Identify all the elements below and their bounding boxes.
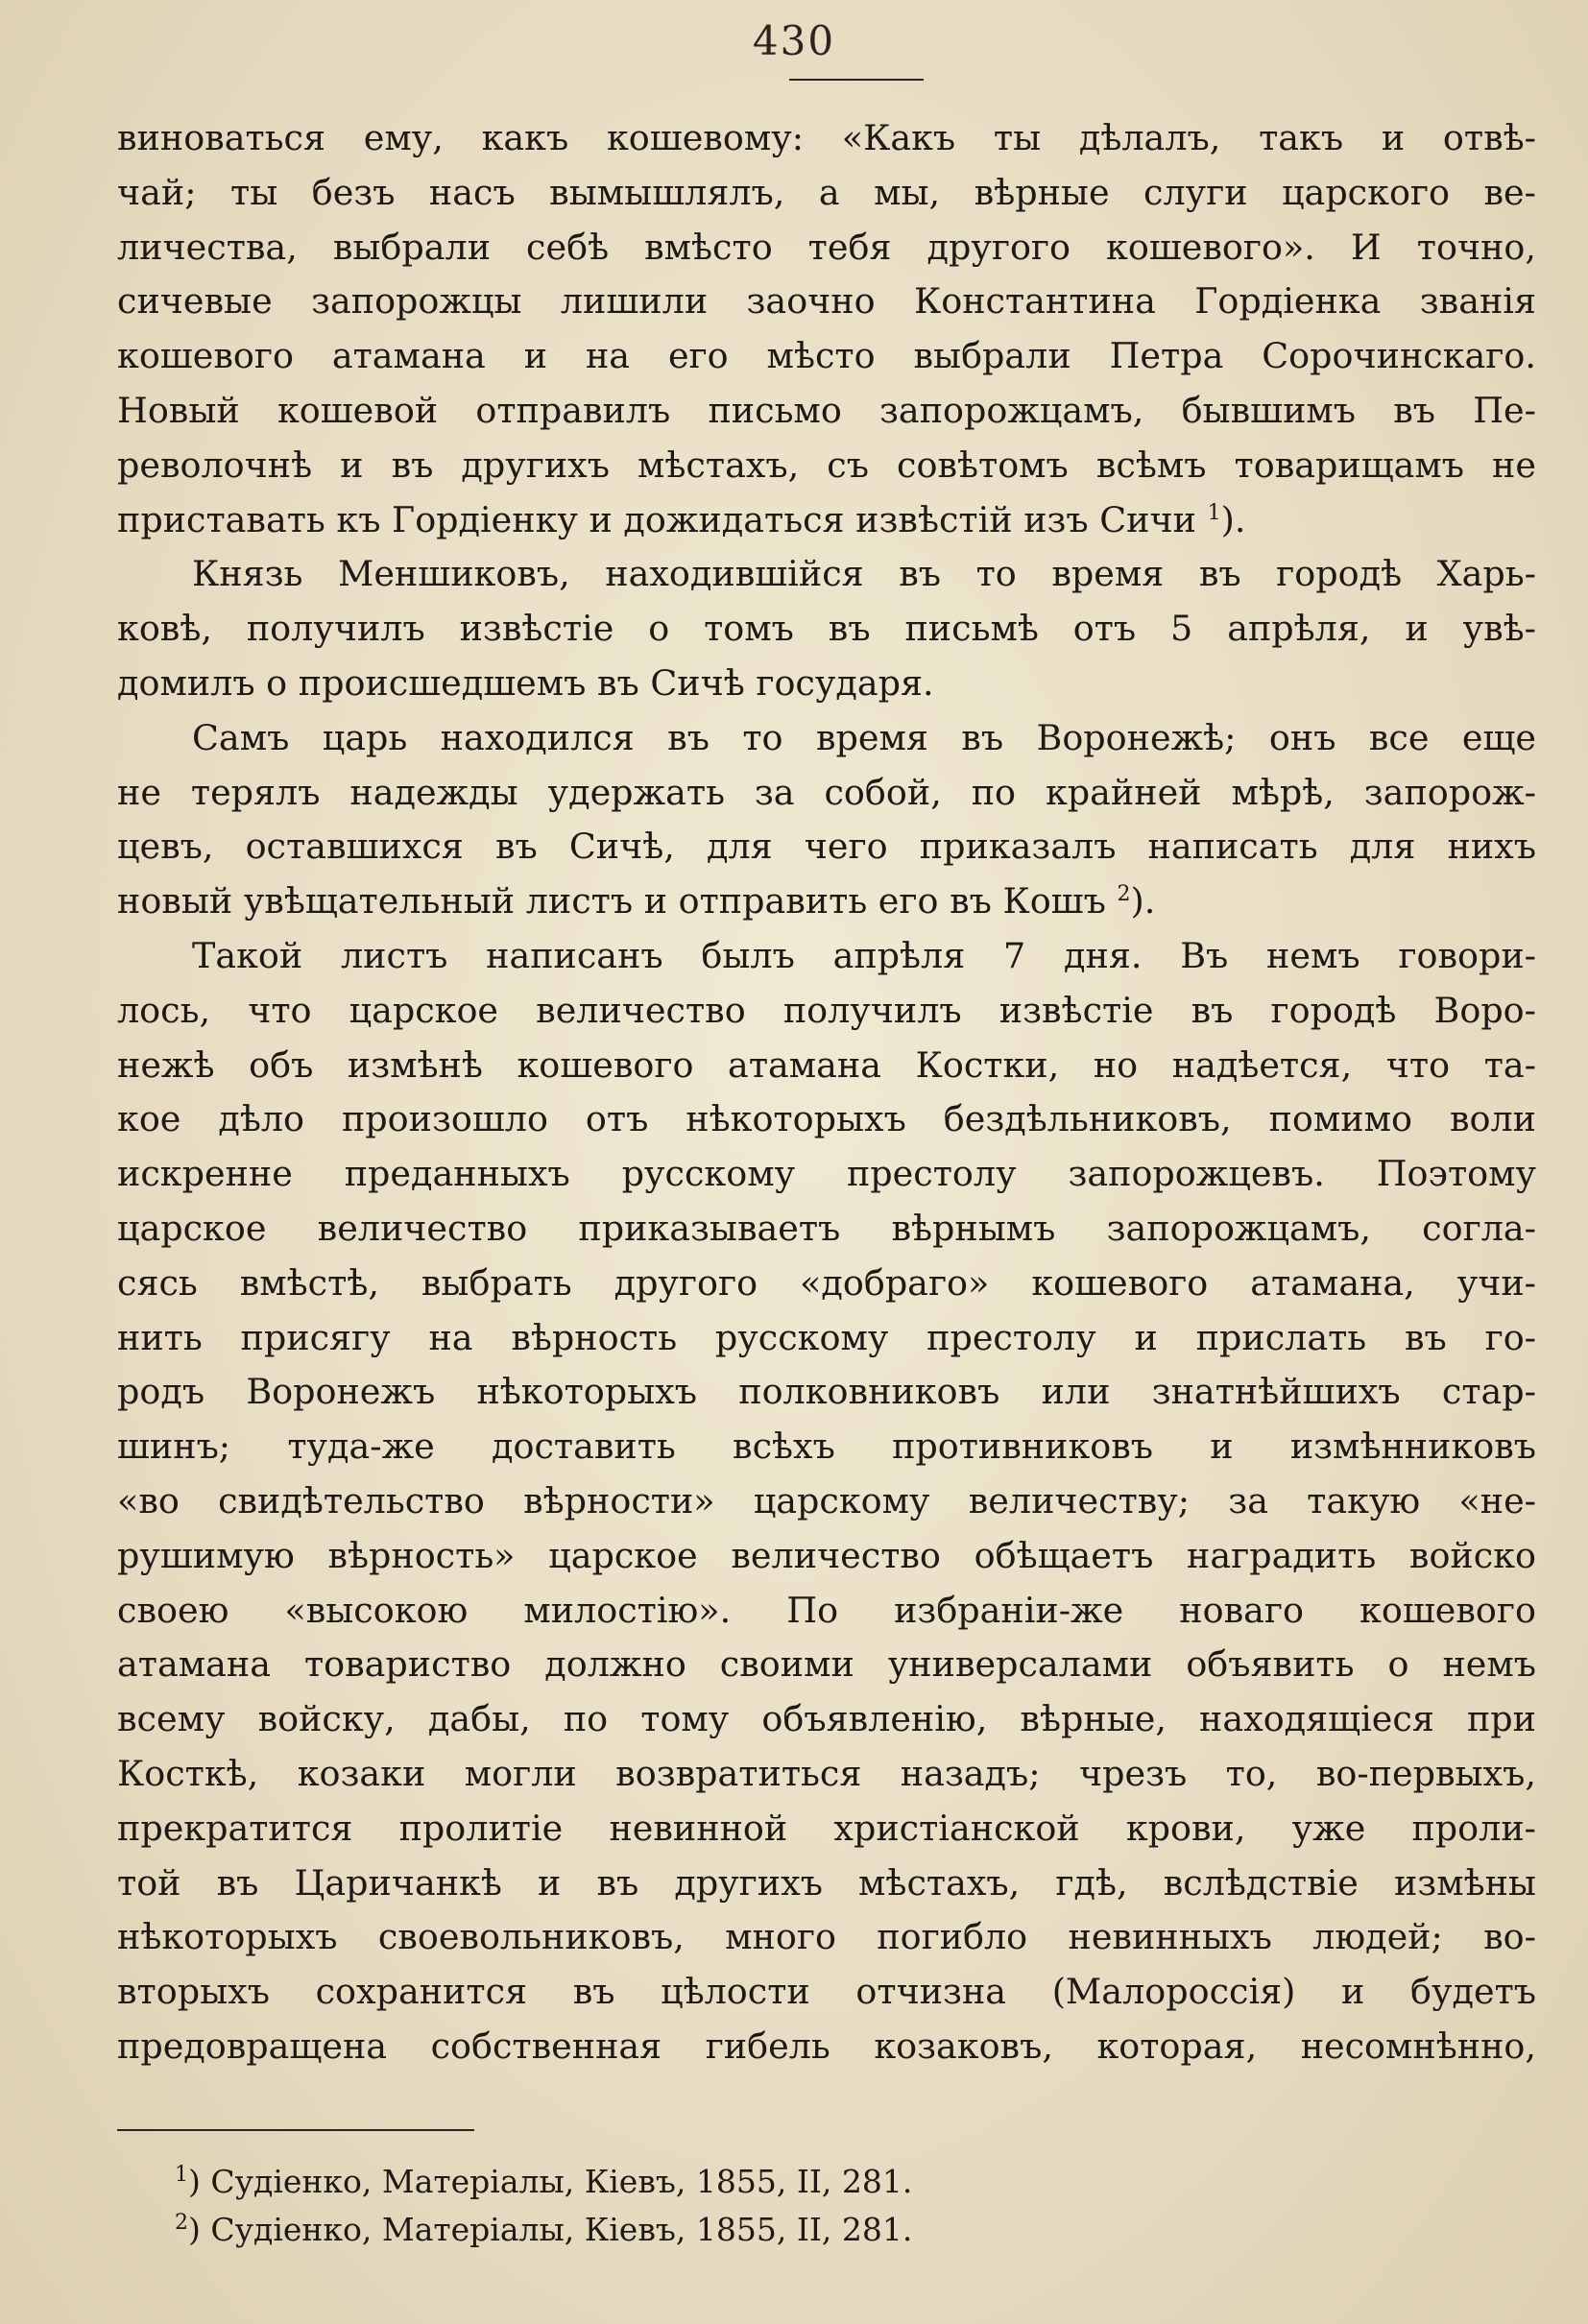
text-line: личества, выбрали себѣ вмѣсто тебя другого кошевого». И точно, bbox=[117, 226, 1536, 268]
text-line: револочнѣ и въ другихъ мѣстахъ, съ совѣтомъ всѣмъ товарищамъ не bbox=[117, 443, 1536, 486]
text-line: чай; ты безъ насъ вымышлялъ, а мы, вѣрные слуги царского ве- bbox=[117, 171, 1536, 213]
text-line: домилъ о происшедшемъ въ Сичѣ государя. bbox=[117, 661, 934, 704]
text-line: царское величество приказываетъ вѣрнымъ запорожцамъ, согла- bbox=[117, 1207, 1536, 1249]
text-line: Князь Меншиковъ, находившійся въ то время въ городѣ Харь- bbox=[192, 553, 1536, 595]
text-line: нѣкоторыхъ своевольниковъ, много погибло невинныхъ людей; во- bbox=[117, 1916, 1536, 1958]
footnote-ref-close: ). bbox=[1130, 880, 1156, 922]
footnote bbox=[175, 2158, 912, 2206]
text-line: сичевые запорожцы лишили заочно Константина Гордіенка званія bbox=[117, 280, 1536, 323]
text-line: лось, что царское величество получилъ извѣстіе въ городѣ Воро- bbox=[117, 989, 1536, 1031]
text-line: ковѣ, получилъ извѣстіе о томъ въ письмѣ отъ 5 апрѣля, и увѣ- bbox=[117, 608, 1536, 650]
footnote-rule bbox=[117, 2129, 474, 2131]
text-segment: новый увѣщательный листъ и отправить его въ Кошъ bbox=[117, 880, 1106, 922]
text-line: сясь вмѣстѣ, выбрать другого «добраго» кошевого атамана, учи- bbox=[117, 1261, 1536, 1304]
text-line: нить присягу на вѣрность русскому престолу и прислать въ го- bbox=[117, 1316, 1536, 1358]
footnote-text: ) Судіенко, Матеріалы, Кіевъ, 1855, II, 281. bbox=[188, 2163, 913, 2200]
text-line: кое дѣло произошло отъ нѣкоторыхъ бездѣльниковъ, помимо воли bbox=[117, 1098, 1536, 1140]
text-line bbox=[117, 493, 1536, 548]
text-line: всему войску, дабы, по тому объявленію, вѣрные, находящіеся при bbox=[117, 1698, 1536, 1740]
text-line: Такой листъ написанъ былъ апрѣля 7 дня. Въ немъ говори- bbox=[192, 934, 1536, 976]
header-rule bbox=[789, 79, 924, 81]
text-line: шинъ; туда-же доставить всѣхъ противниковъ и измѣнниковъ bbox=[117, 1426, 1536, 1468]
text-line: Самъ царь находился въ то время въ Воронежѣ; онъ все еще bbox=[192, 716, 1536, 758]
text-line: прекратится пролитіе невинной христіанской крови, уже проли- bbox=[117, 1807, 1536, 1849]
footnote-marker: 2 bbox=[175, 2211, 188, 2235]
text-line: той въ Царичанкѣ и въ другихъ мѣстахъ, гдѣ, вслѣдствіе измѣны bbox=[117, 1861, 1536, 1904]
text-line: вторыхъ сохранится въ цѣлости отчизна (Малороссія) и будетъ bbox=[117, 1971, 1536, 2013]
text-line: цевъ, оставшихся въ Сичѣ, для чего приказалъ написать для нихъ bbox=[117, 826, 1536, 868]
text-line: виноваться ему, какъ кошевому: «Какъ ты дѣлалъ, такъ и отвѣ- bbox=[117, 117, 1536, 158]
text-line: атамана товариство должно своими универсалами объявить о немъ bbox=[117, 1643, 1536, 1686]
footnote-text: ) Судіенко, Матеріалы, Кіевъ, 1855, II, 281. bbox=[188, 2211, 913, 2248]
text-line: Косткѣ, козаки могли возвратиться назадъ; чрезъ то, во-первыхъ, bbox=[117, 1752, 1536, 1794]
text-line: «во свидѣтельство вѣрности» царскому величеству; за такую «не- bbox=[117, 1479, 1536, 1521]
text-line bbox=[117, 874, 1536, 929]
text-line: искренне преданныхъ русскому престолу запорожцевъ. Поэтому bbox=[117, 1153, 1536, 1195]
text-line: предовращена собственная гибель козаковъ, которая, несомнѣнно, bbox=[117, 2025, 1536, 2067]
text-line: родъ Воронежъ нѣкоторыхъ полковниковъ или знатнѣйшихъ стар- bbox=[117, 1371, 1536, 1413]
body-text bbox=[117, 111, 1536, 2074]
text-line: своею «высокою милостію». По избраніи-же новаго кошевого bbox=[117, 1589, 1536, 1631]
footnote-ref-close: ). bbox=[1220, 498, 1246, 540]
footnotes bbox=[175, 2158, 912, 2254]
page-number: 430 bbox=[752, 17, 836, 64]
footnote-ref: 1 bbox=[1207, 500, 1221, 525]
text-line: кошевого атамана и на его мѣсто выбрали Петра Сорочинскаго. bbox=[117, 335, 1536, 377]
text-line: не терялъ надежды удержать за собой, по крайней мѣрѣ, запорож- bbox=[117, 771, 1536, 813]
text-segment: приставать къ Гордіенку и дожидаться извѣстій изъ Сичи bbox=[117, 498, 1196, 540]
text-line: рушимую вѣрность» царское величество обѣщаетъ наградить войско bbox=[117, 1534, 1536, 1576]
footnote bbox=[175, 2206, 912, 2254]
footnote-ref: 2 bbox=[1117, 882, 1131, 906]
footnote-marker: 1 bbox=[175, 2163, 188, 2187]
text-line: Новый кошевой отправилъ письмо запорожцамъ, бывшимъ въ Пе- bbox=[117, 389, 1536, 431]
text-line: нежѣ объ измѣнѣ кошевого атамана Костки, но надѣется, что та- bbox=[117, 1043, 1536, 1086]
